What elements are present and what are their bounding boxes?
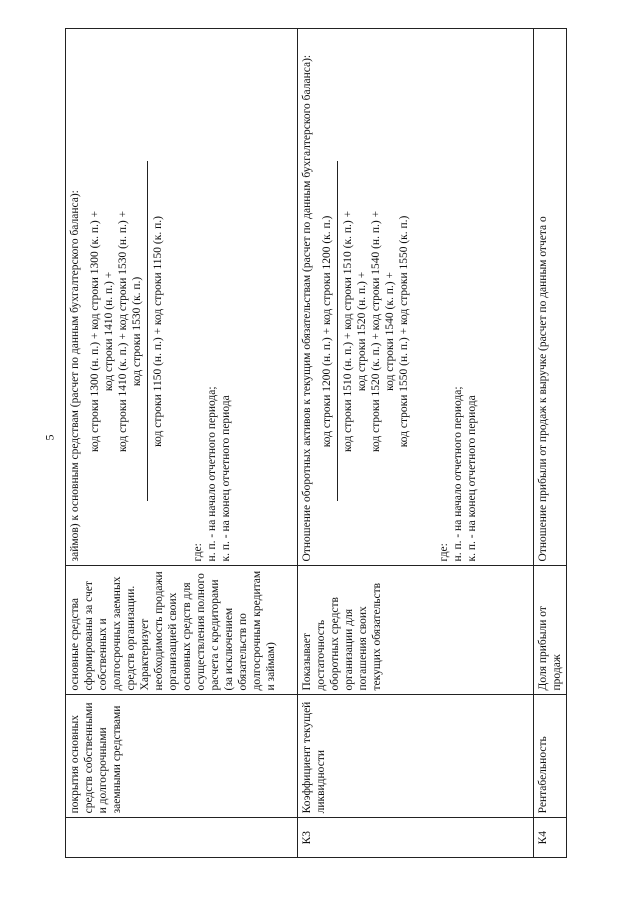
table-row	[298, 29, 534, 858]
row-description: Доля прибыли от продаж	[534, 566, 567, 695]
row-description: основные средства сформированы за счет собственных и долгосрочных заемных средств организации. Характеризует необходимость продажи организацией своих основных средств для осуществления полного расчета с кредиторами (за исключением обязательств по долгосрочным кредитам и займам)	[66, 566, 298, 695]
formula-intro: Отношение оборотных активов к текущим обязательствам (расчет по данным бухгалтерского баланса):	[301, 54, 313, 562]
where-line: к. п. - на конец отчетного периода	[466, 395, 479, 562]
numerator-line: код строки 1300 (н. п.) + код строки 1300 (к. п.) +	[89, 210, 102, 452]
row-code: К4	[534, 818, 567, 858]
where-line: к. п. - на конец отчетного периода	[220, 395, 233, 562]
fraction-denominator	[338, 161, 411, 501]
formula-intro: Отношение прибыли от продаж к выручке (расчет по данным отчета о	[537, 216, 549, 562]
formula-fraction	[88, 161, 165, 501]
where-line: н. п. - на начало отчетного периода;	[206, 386, 219, 562]
denominator-line: код строки 1540 (к. п.) +	[384, 272, 397, 391]
numerator-line: код строки 1410 (н. п.) +	[103, 271, 116, 392]
fraction-denominator	[148, 161, 165, 501]
row-formula	[66, 29, 298, 566]
row-formula	[298, 29, 534, 566]
row-name: Рентабельность	[534, 695, 567, 818]
indicators-table	[65, 28, 567, 858]
formula-fraction	[320, 161, 411, 501]
row-formula	[534, 29, 567, 566]
denominator-line: код строки 1510 (н. п.) + код строки 1510 (к. п.) +	[342, 210, 355, 452]
denominator-line: код строки 1150 (н. п.) + код строки 1150 (к. п.)	[152, 216, 165, 447]
fraction-numerator	[88, 161, 148, 501]
table-row	[66, 29, 298, 858]
fraction-numerator	[320, 161, 338, 501]
page-number: 5	[42, 434, 57, 441]
where-line: где:	[438, 543, 451, 562]
rotated-page	[65, 28, 564, 858]
numerator-line: код строки 1200 (н. п.) + код строки 1200 (к. п.)	[321, 215, 334, 448]
numerator-line: код строки 1410 (к. п.) + код строки 1530 (н. п.) +	[117, 210, 130, 452]
formula-intro: займов) к основным средствам (расчет по данным бухгалтерского баланса):	[69, 190, 81, 562]
row-description: Показывает достаточность оборотных средств организации для погашения своих текущих обязательств	[298, 566, 534, 695]
where-line: где:	[192, 543, 205, 562]
denominator-line: код строки 1520 (н. п.) +	[356, 271, 369, 392]
rotated-content	[65, 28, 564, 858]
row-code	[66, 818, 298, 858]
row-code: К3	[298, 818, 534, 858]
row-name: Коэффициент текущей ликвидности	[298, 695, 534, 818]
denominator-line: код строки 1520 (к. п.) + код строки 1540 (н. п.) +	[370, 210, 383, 452]
numerator-line: код строки 1530 (к. п.)	[131, 276, 144, 387]
denominator-line: код строки 1550 (н. п.) + код строки 1550 (к. п.)	[398, 215, 411, 448]
where-line: н. п. - на начало отчетного периода;	[452, 386, 465, 562]
row-name: покрытия основных средств собственными и долгосрочными заемными средствами	[66, 695, 298, 818]
table-row	[534, 29, 567, 858]
